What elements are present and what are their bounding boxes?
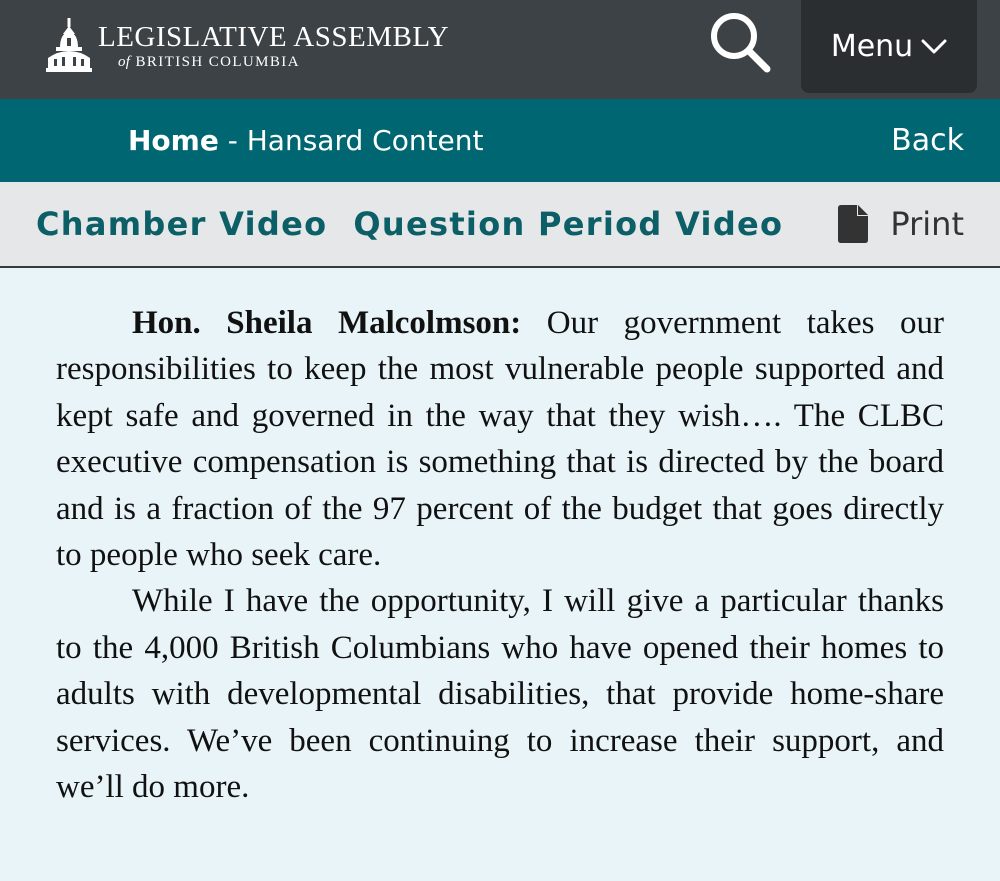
back-link[interactable]: Back [891, 123, 964, 158]
logo-wordmark [98, 18, 449, 70]
print-button[interactable] [838, 182, 964, 266]
paragraph-text-2: While I have the opportunity, I will give a particular thanks to the 4,000 British Columbians who have opened their homes to adults with developmental disabilities, that provide home-share services. We’ve been continuing to increase their support, and we’ll do more. [56, 583, 944, 806]
breadcrumb-separator: - [218, 124, 247, 157]
breadcrumb-current: Hansard Content [246, 124, 484, 157]
hansard-paragraph [56, 578, 944, 810]
chevron-down-icon [921, 39, 947, 55]
document-icon [838, 205, 868, 243]
question-period-video-link[interactable]: Question Period Video [353, 205, 784, 243]
chamber-video-link[interactable]: Chamber Video [36, 205, 328, 243]
speaker-name: Hon. Sheila Malcolmson: [132, 305, 522, 341]
menu-button[interactable] [801, 0, 977, 93]
site-header [0, 0, 1000, 99]
breadcrumb-bar [0, 99, 1000, 182]
breadcrumb-home-link[interactable]: Home [128, 124, 219, 157]
paragraph-text-1: Our government takes our responsibilities to keep the most vulnerable people supported and kept safe and governed in the way that they wish…. The CLBC executive compensation is something that is directed by the board and is a fraction of the 97 percent of the budget that goes directly to people who seek care. [56, 305, 944, 574]
search-icon [706, 8, 772, 74]
breadcrumb [128, 99, 484, 182]
site-logo[interactable] [46, 18, 449, 72]
logo-subtitle [98, 54, 449, 70]
hansard-content [0, 268, 1000, 810]
search-button[interactable] [706, 8, 772, 74]
logo-subtitle-name: BRITISH COLUMBIA [135, 54, 300, 70]
legislature-building-icon [46, 18, 92, 72]
print-label: Print [890, 205, 964, 243]
menu-label: Menu [830, 29, 914, 64]
logo-subtitle-of: of [118, 54, 131, 70]
hansard-paragraph [56, 300, 944, 578]
logo-title: LEGISLATIVE ASSEMBLY [98, 21, 450, 53]
video-links [36, 182, 783, 266]
video-toolbar [0, 182, 1000, 268]
